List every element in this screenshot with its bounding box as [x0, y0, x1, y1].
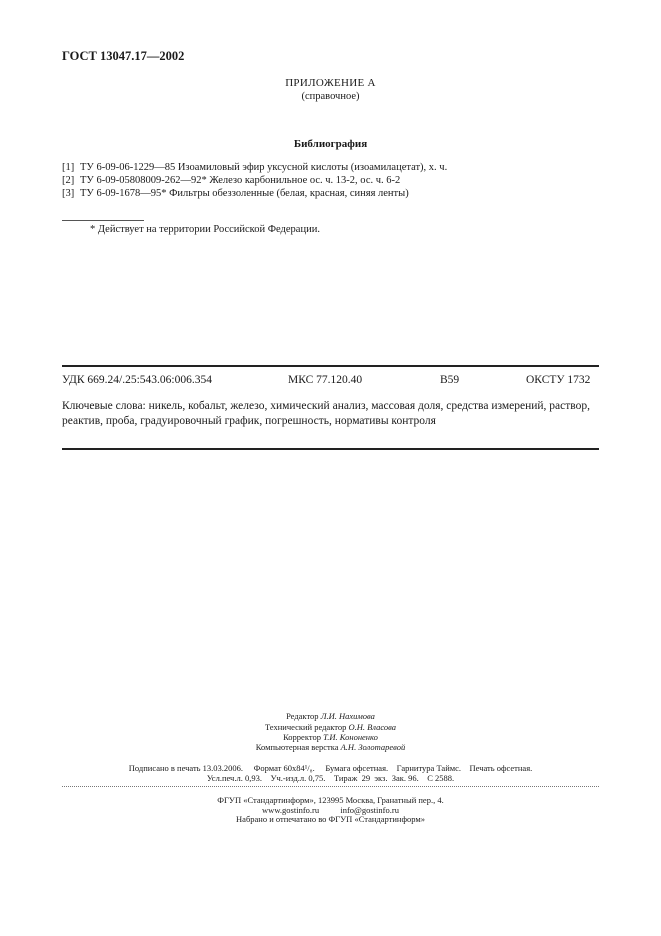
keywords: Ключевые слова: никель, кобальт, железо, химический анализ, массовая доля, средства измерений, раствор, реактив, проба, градуировочный график, погрешность, нормативы контроля	[62, 400, 591, 427]
publisher-address: ФГУП «Стандартинформ», 123995 Москва, Гранатный пер., 4.	[217, 795, 444, 805]
bibliography-item-text: ТУ 6-09-06-1229—85 Изоамиловый эфир уксусной кислоты (изоамилацетат), х. ч.	[80, 162, 448, 173]
credit-layout	[0, 742, 661, 752]
bibliography-item-number: [3]	[62, 188, 75, 199]
credit-role: Компьютерная верстка	[255, 742, 339, 752]
print-info-line-2: Усл.печ.л. 0,93. Уч.-изд.л. 0,75. Тираж 29 экз. Зак. 96. С 2588.	[206, 773, 455, 783]
credit-tech-editor	[0, 722, 661, 732]
keywords-bottom-rule	[62, 448, 599, 450]
credit-editor	[0, 711, 661, 721]
document-code: ГОСТ 13047.17—2002	[62, 49, 185, 63]
bibliography-item	[62, 188, 409, 199]
credit-person: Л.И. Нахимова	[320, 711, 375, 721]
publisher-printed: Набрано и отпечатано во ФГУП «Стандартинформ»	[236, 814, 425, 824]
publisher-divider	[62, 786, 599, 787]
credit-role: Технический редактор	[264, 722, 347, 732]
credit-person: Т.И. Кононенко	[323, 732, 378, 742]
group-code: В59	[440, 374, 460, 386]
print-info-line-1: Подписано в печать 13.03.2006. Формат 60x84¹/₈. Бумага офсетная. Гарнитура Таймс. Печать офсетная.	[128, 763, 533, 773]
credit-person: О.Н. Власова	[348, 722, 397, 732]
footnote: * Действует на территории Российской Федерации.	[90, 224, 320, 235]
bibliography-item-text: ТУ 6-09-1678—95* Фильтры обеззоленные (белая, красная, синяя ленты)	[80, 188, 409, 199]
bibliography-item	[62, 175, 400, 186]
appendix-title: ПРИЛОЖЕНИЕ А	[285, 77, 376, 89]
footnote-divider	[62, 220, 144, 221]
appendix-subtitle: (справочное)	[301, 91, 360, 102]
bibliography-item	[62, 162, 447, 173]
credit-role: Корректор	[283, 732, 321, 742]
credit-person: А.Н. Золотаревой	[340, 742, 406, 752]
credit-proofreader	[0, 732, 661, 742]
okstu-code: ОКСТУ 1732	[526, 374, 591, 386]
credit-role: Редактор	[286, 711, 319, 721]
bibliography-item-number: [1]	[62, 162, 75, 173]
udk-code: УДК 669.24/.25:543.06:006.354	[62, 374, 212, 386]
publisher-web: www.gostinfo.ru info@gostinfo.ru	[262, 805, 399, 815]
bibliography-item-text: ТУ 6-09-05808009-262—92* Железо карбонильное ос. ч. 13-2, ос. ч. 6-2	[80, 175, 401, 186]
mks-code: МКС 77.120.40	[288, 374, 363, 386]
classification-top-rule	[62, 365, 599, 367]
bibliography-item-number: [2]	[62, 175, 75, 186]
bibliography-title: Библиография	[293, 138, 368, 150]
